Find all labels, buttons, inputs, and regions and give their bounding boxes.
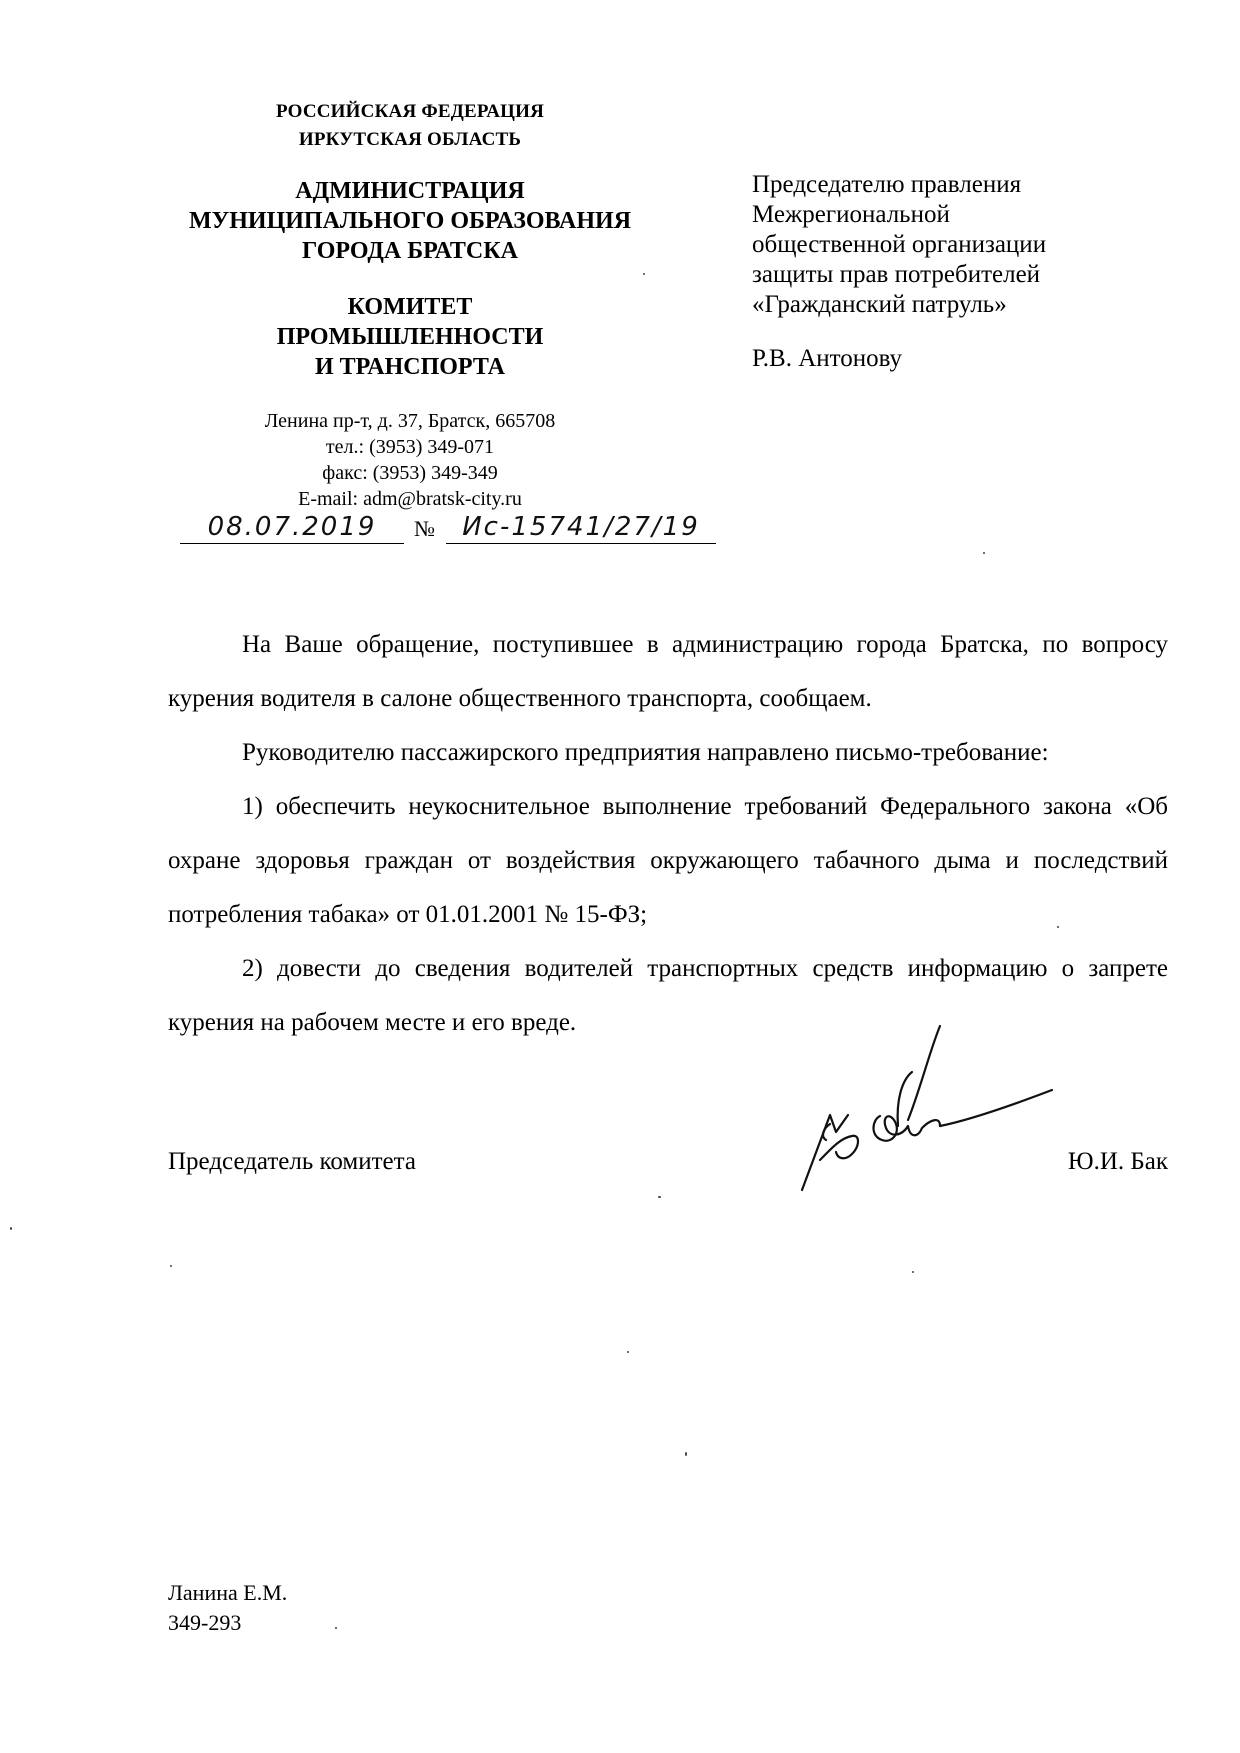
- country-name: РОССИЙСКАЯ ФЕДЕРАЦИЯ: [275, 101, 545, 122]
- phone: тел.: (3953) 349-071: [325, 436, 495, 458]
- committee-name: [170, 292, 650, 382]
- signature-row: [168, 1148, 1168, 1188]
- scan-speck: [170, 1265, 172, 1267]
- administration-line: МУНИЦИПАЛЬНОГО ОБРАЗОВАНИЯ: [188, 208, 632, 234]
- addressee-line: Председателю правления: [752, 171, 1022, 198]
- scan-speck: [685, 1452, 687, 1456]
- scan-speck: [627, 1351, 629, 1353]
- scan-speck: [1057, 926, 1059, 928]
- registration-line: [180, 508, 720, 548]
- paragraph: На Ваше обращение, поступившее в администрацию города Братска, по вопросу курения водителя в салоне общественного транспорта, сообщаем.: [168, 631, 1168, 712]
- executor-block: [168, 1578, 287, 1638]
- registration-number: Ис-15741/27/19: [446, 511, 716, 544]
- email: E-mail: adm@bratsk-city.ru: [298, 488, 522, 510]
- signatory-name: Ю.И. Бак: [1067, 1148, 1168, 1175]
- scan-speck: [912, 1271, 914, 1273]
- addressee-line: «Гражданский патруль»: [752, 291, 1007, 318]
- signatory-title: Председатель комитета: [168, 1148, 416, 1175]
- administration-line: АДМИНИСТРАЦИЯ: [295, 178, 525, 204]
- committee-line: ПРОМЫШЛЕННОСТИ: [276, 324, 544, 350]
- scan-speck: [643, 273, 645, 275]
- executor-phone: 349-293: [168, 1610, 242, 1635]
- letter-body: [168, 618, 1168, 1050]
- administration-name: [170, 176, 650, 266]
- executor-name: Ланина Е.М.: [168, 1580, 288, 1605]
- administration-line: ГОРОДА БРАТСКА: [302, 238, 518, 264]
- contacts: [170, 408, 650, 512]
- registration-date: 08.07.2019: [180, 511, 404, 544]
- committee-line: КОМИТЕТ: [347, 294, 473, 320]
- addressee-name: Р.В. Антонову: [752, 345, 903, 372]
- paragraph: 1) обеспечить неукоснительное выполнение требований Федерального закона «Об охране здоровья граждан от воздействия окружающего табачного дыма и последствий потребления табака» от 01.01.2001 № 15-ФЗ;: [168, 793, 1168, 928]
- scan-speck: [983, 552, 985, 554]
- region-name: ИРКУТСКАЯ ОБЛАСТЬ: [298, 129, 522, 150]
- fax: факс: (3953) 349-349: [322, 462, 498, 484]
- addressee-line: защиты прав потребителей: [752, 261, 1041, 288]
- scan-speck: [658, 1196, 661, 1198]
- addressee-line: Межрегиональной: [752, 201, 950, 228]
- committee-line: И ТРАНСПОРТА: [314, 354, 506, 380]
- letterhead: [170, 98, 650, 512]
- number-sign: №: [414, 516, 435, 541]
- paragraph: Руководителю пассажирского предприятия направлено письмо-требование:: [242, 739, 1049, 766]
- scan-speck: [10, 1227, 12, 1230]
- addressee-line: общественной организации: [752, 231, 1047, 258]
- address: Ленина пр-т, д. 37, Братск, 665708: [264, 410, 556, 432]
- scan-speck: [335, 1627, 337, 1629]
- paragraph: 2) довести до сведения водителей транспортных средств информацию о запрете курения на рабочем месте и его вреде.: [168, 955, 1168, 1036]
- addressee-block: [752, 170, 1182, 374]
